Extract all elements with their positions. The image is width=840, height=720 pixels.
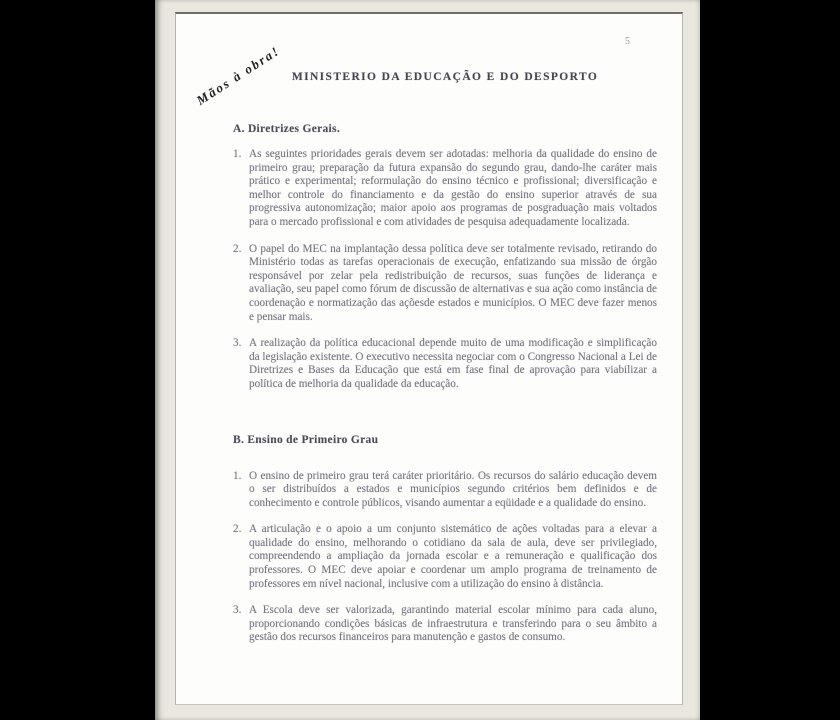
item-text: As seguintes prioridades gerais devem ser adotadas: melhoria da qualidade do ensino de primeiro grau; preparação da futura expansão do segundo grau, dando-lhe caráter mais prático e experimental; reformulação do ensino técnico e profissional; diversificação e melhor controle do financiamento e da gestão do ensino superior através de sua progressiva autonomização; maior apoio aos programas de posgraduação mais voltados para o mercado profissional e com atividades de pesquisa adequadamente localizada. bbox=[249, 148, 657, 228]
item-number: 2. bbox=[233, 523, 242, 536]
section-a-heading: A. Diretrizes Gerais. bbox=[233, 123, 340, 135]
document-page bbox=[175, 12, 683, 705]
section-ensino-primeiro-grau bbox=[233, 434, 657, 646]
list-item bbox=[233, 470, 657, 511]
section-diretrizes-gerais bbox=[233, 123, 657, 392]
list-item bbox=[233, 523, 657, 591]
list-item bbox=[233, 243, 657, 325]
page-number: 5 bbox=[625, 36, 630, 47]
list-item bbox=[233, 604, 657, 645]
item-text: A articulação e o apoio a um conjunto sistemático de ações voltadas para a elevar a qualidade do ensino, melhorando o cotidiano da sala de aula, deve ser privilegiado, compreendendo a ampliação da jornada escolar e a remuneração e qualificação dos professores. O MEC deve apoiar e coordenar um amplo programa de treinamento de professores em nível nacional, inclusive com a utilização do ensino à distância. bbox=[249, 523, 657, 590]
item-number: 1. bbox=[233, 148, 242, 160]
item-text: A realização da política educacional depende muito de uma modificação e simplificação da legislação existente. O executivo necessita negociar com o Congresso Nacional a Lei de Diretrizes e Bases da Educação que está em fase final de aprovação para viabilizar a política de melhoria da qualidade da educação. bbox=[249, 337, 657, 390]
item-text: O papel do MEC na implantação dessa política deve ser totalmente revisado, retirando do Ministério todas as tarefas operacionais de execução, enfatizando sua missão de órgão responsável por zelar pela redistribuição de recursos, suas funções de liderança e avaliação, seu papel como fórum de discussão de alternativas e sua ação como instância de coordenação e normatização das açõesde estados e municípios. O MEC deve fazer menos e pensar mais. bbox=[249, 242, 657, 323]
list-item bbox=[233, 148, 657, 230]
handwritten-annotation: Mãos à obra! bbox=[193, 42, 283, 108]
document-title: MINISTERIO DA EDUCAÇÃO E DO DESPORTO bbox=[291, 71, 599, 83]
item-number: 3. bbox=[233, 337, 242, 350]
item-number: 3. bbox=[233, 604, 242, 617]
page-content bbox=[176, 71, 682, 645]
item-number: 1. bbox=[233, 469, 242, 482]
item-text: A Escola deve ser valorizada, garantindo material escolar mínimo para cada aluno, proporcionando condições básicas de infraestrutura e transferindo para o seu âmbito a gestão dos recursos financeiros para manutenção e gastos de consumo. bbox=[249, 604, 657, 644]
scanner-mat bbox=[155, 0, 700, 720]
list-item bbox=[233, 337, 657, 391]
item-number: 2. bbox=[233, 242, 242, 255]
item-text: O ensino de primeiro grau terá caráter prioritário. Os recursos do salário educação devem o ser distribuídos a estados e municípios segundo critérios bem definidos e de conhecimento e controle públicos, visando aumentar a eqüidade e a qualidade do ensino. bbox=[249, 469, 657, 509]
section-b-heading: B. Ensino de Primeiro Grau bbox=[233, 433, 379, 446]
